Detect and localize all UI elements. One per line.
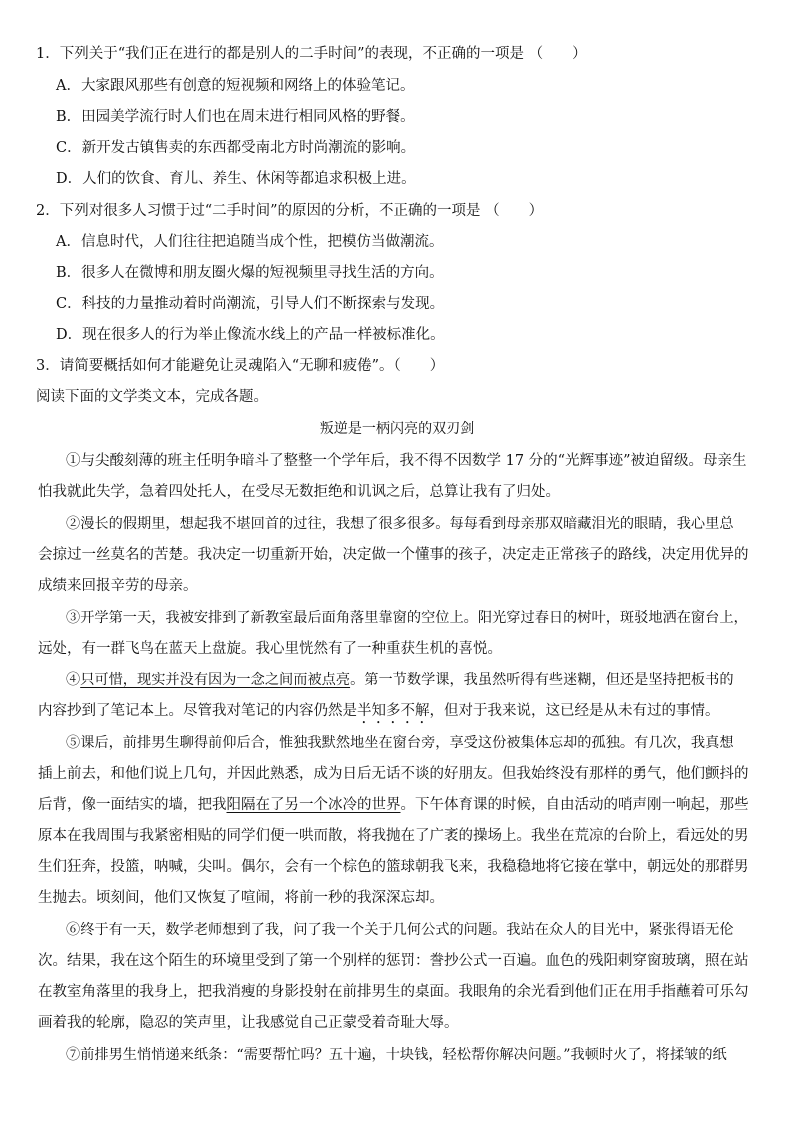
- paragraph-6-line: 画着我的轮廓，隐忍的笑声里，让我感觉自己正蒙受着奇耻大辱。: [38, 1015, 459, 1031]
- underlined-sentence: 只可惜，现实并没有因为一念之间而被点亮: [80, 672, 351, 688]
- paragraph-1-line: ①与尖酸刻薄的班主任明争暗斗了整整一个学年后，我不得不因数学 17 分的“光辉事迹”被迫留级。母亲生: [66, 453, 747, 469]
- question-2-option-d: D．现在很多人的行为举止像流水线上的产品一样被标准化。: [56, 327, 445, 343]
- paragraph-7-line: ⑦前排男生悄悄递来纸条：“需要帮忙吗？五十遍，十块钱，轻松帮你解决问题。”我顿时火了，将揉皱的纸: [66, 1047, 727, 1063]
- paragraph-6-line: ⑥终于有一天，数学老师想到了我，问了我一个关于几何公式的问题。我站在众人的目光中，紧张得语无伦: [66, 922, 734, 938]
- paragraph-4-line-2: [38, 701, 756, 727]
- paragraph-2-line: 会掠过一丝莫名的苦楚。我决定一切重新开始，决定做一个懂事的孩子，决定走正常孩子的路线，决定用优异的: [38, 547, 749, 563]
- question-1-option-d: D．人们的饮食、育儿、养生、休闲等都追求积极上进。: [56, 171, 416, 187]
- paragraph-5-text: 。下午体育课的时候，自由活动的哨声刚一响起，那些: [400, 797, 749, 813]
- paragraph-3-line: 远处，有一群飞鸟在蓝天上盘旋。我心里恍然有了一种重获生机的喜悦。: [38, 641, 502, 657]
- paragraph-4-text: 内容抄到了笔记本上。尽管我对笔记的内容仍然是: [38, 703, 357, 719]
- question-1-option-b: B．田园美学流行时人们也在周末进行相同风格的野餐。: [56, 109, 415, 125]
- paragraph-4-text: 。第一节数学课，我虽然听得有些迷糊，但还是坚持把板书的: [350, 672, 734, 688]
- question-1-option-c: C．新开发古镇售卖的东西都受南北方时尚潮流的影响。: [56, 140, 416, 156]
- paragraph-4-text: ，但对于我来说，这已经是从未有过的事情。: [429, 703, 720, 719]
- paragraph-5-line: 原本在我周围与我紧密相贴的同学们便一哄而散，将我抛在了广袤的操场上。我坐在荒凉的台阶上，看远处的男: [38, 828, 749, 844]
- reading-instruction: 阅读下面的文学类文本，完成各题。: [36, 389, 268, 405]
- paragraph-3-line: ③开学第一天，我被安排到了新教室最后面角落里靠窗的空位上。阳光穿过春日的树叶，斑驳地洒在窗台上，: [66, 610, 748, 626]
- question-2-stem: 2．下列对很多人习惯于过“二手时间”的原因的分析，不正确的一项是 （ ）: [36, 203, 544, 219]
- question-2-option-c: C．科技的力量推动着时尚潮流，引导人们不断探索与发现。: [56, 296, 445, 312]
- paragraph-2-line: 成绩来回报辛劳的母亲。: [38, 578, 198, 594]
- paragraph-4-number: ④: [66, 672, 81, 688]
- question-3-stem: 3．请简要概括如何才能避免让灵魂陷入“无聊和疲倦”。（ ）: [36, 358, 445, 374]
- paragraph-5-line: ⑤课后，前排男生聊得前仰后合，惟独我默然地坐在窗台旁，享受这份被集体忘却的孤独。有几次，我真想: [66, 735, 734, 751]
- paragraph-2-line: ②漫长的假期里，想起我不堪回首的过往，我想了很多很多。每每看到母亲那双暗藏泪光的眼睛，我心里总: [66, 516, 734, 532]
- paragraph-5-line: 插上前去，和他们说上几句，并因此熟悉，成为日后无话不谈的好朋友。但我始终没有那样的勇气，他们颤抖的: [38, 766, 749, 782]
- question-2-option-b: B．很多人在微博和朋友圈火爆的短视频里寻找生活的方向。: [56, 265, 444, 281]
- paragraph-4-line-1: [66, 670, 784, 690]
- article-title: 叛逆是一柄闪亮的双刃剑: [319, 421, 475, 437]
- paragraph-5-line: 生们狂奔，投篮，呐喊，尖叫。偶尔，会有一个棕色的篮球朝我飞来，我稳稳地将它接在掌中，朝远处的那群男: [38, 859, 749, 875]
- question-1-option-a: A．大家跟风那些有创意的短视频和网络上的体验笔记。: [56, 78, 415, 94]
- emphasized-phrase: 半知多不解: [357, 703, 430, 719]
- question-1-stem: 1．下列关于“我们正在进行的都是别人的二手时间”的表现，不正确的一项是 （ ）: [36, 46, 587, 62]
- paragraph-5-line: 生抛去。顷刻间，他们又恢复了喧闹，将前一秒的我深深忘却。: [38, 890, 444, 906]
- underlined-phrase: 阳隔在了另一个冰冷的世界: [226, 797, 401, 813]
- question-2-option-a: A．信息时代，人们往往把追随当成个性，把模仿当做潮流。: [56, 234, 444, 250]
- paragraph-5-line-3: [38, 795, 756, 815]
- paragraph-6-line: 次。结果，我在这个陌生的环境里受到了第一个别样的惩罚：誊抄公式一百遍。血色的残阳刺穿窗玻璃，照在站: [38, 953, 749, 969]
- paragraph-1-line: 怕我就此失学，急着四处托人，在受尽无数拒绝和讥讽之后，总算让我有了归处。: [38, 484, 560, 500]
- paragraph-6-line: 在教室角落里的我身上，把我消瘦的身影投射在前排男生的桌面。我眼角的余光看到他们正在用手指蘸着可乐勾: [38, 984, 749, 1000]
- paragraph-5-text: 后背，像一面结实的墙，把我: [38, 797, 227, 813]
